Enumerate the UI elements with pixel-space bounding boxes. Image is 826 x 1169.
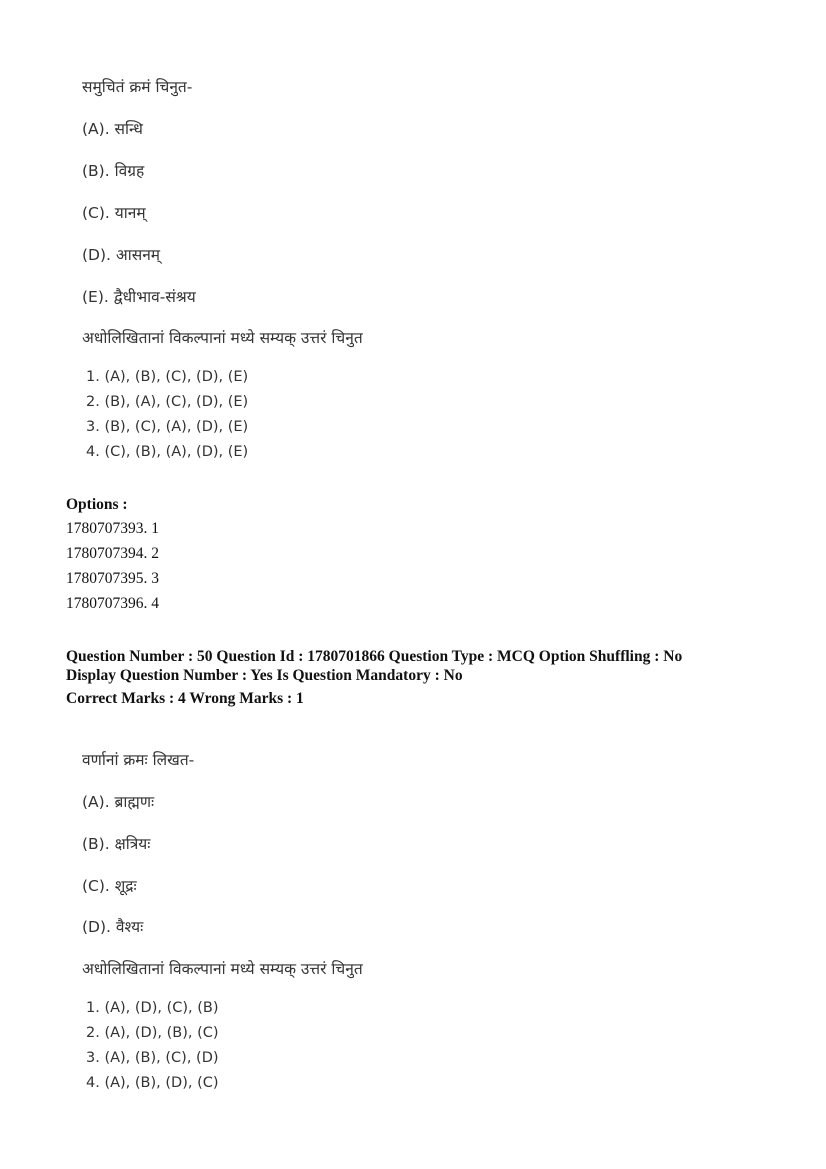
item-c: (C). शूद्रः <box>82 877 137 895</box>
item-b: (B). विग्रह <box>82 162 145 180</box>
meta-line-3: Correct Marks : 4 Wrong Marks : 1 <box>66 690 304 707</box>
choice-2: 2. (A), (D), (B), (C) <box>86 1025 219 1041</box>
question-prompt: वर्णानां क्रमः लिखत- <box>82 751 195 769</box>
option-row: 1780707394. 2 <box>66 545 159 562</box>
item-a: (A). सन्धि <box>82 120 143 138</box>
meta-line-1: Question Number : 50 Question Id : 1780701866 Question Type : MCQ Option Shuffling : No <box>66 648 683 665</box>
item-a: (A). ब्राह्मणः <box>82 793 155 811</box>
item-b: (B). क्षत्रियः <box>82 835 151 853</box>
meta-line-2: Display Question Number : Yes Is Question Mandatory : No <box>66 667 463 684</box>
choice-4: 4. (C), (B), (A), (D), (E) <box>86 444 249 460</box>
option-row: 1780707395. 3 <box>66 570 159 587</box>
choice-2: 2. (B), (A), (C), (D), (E) <box>86 394 249 410</box>
choice-1: 1. (A), (D), (C), (B) <box>86 1000 219 1016</box>
item-d: (D). वैश्यः <box>82 918 144 936</box>
choice-3: 3. (B), (C), (A), (D), (E) <box>86 419 249 435</box>
item-d: (D). आसनम् <box>82 246 161 264</box>
choice-1: 1. (A), (B), (C), (D), (E) <box>86 369 249 385</box>
question-prompt: समुचितं क्रमं चिनुत- <box>82 78 193 96</box>
choice-3: 3. (A), (B), (C), (D) <box>86 1050 219 1066</box>
option-row: 1780707396. 4 <box>66 595 159 612</box>
question-instruction: अधोलिखितानां विकल्पानां मध्ये सम्यक् उत्तरं चिनुत <box>82 329 363 347</box>
item-e: (E). द्वैधीभाव-संश्रय <box>82 288 196 306</box>
options-heading: Options : <box>66 496 128 513</box>
option-row: 1780707393. 1 <box>66 520 159 537</box>
question-instruction: अधोलिखितानां विकल्पानां मध्ये सम्यक् उत्तरं चिनुत <box>82 960 363 978</box>
choice-4: 4. (A), (B), (D), (C) <box>86 1075 219 1091</box>
item-c: (C). यानम् <box>82 204 146 222</box>
